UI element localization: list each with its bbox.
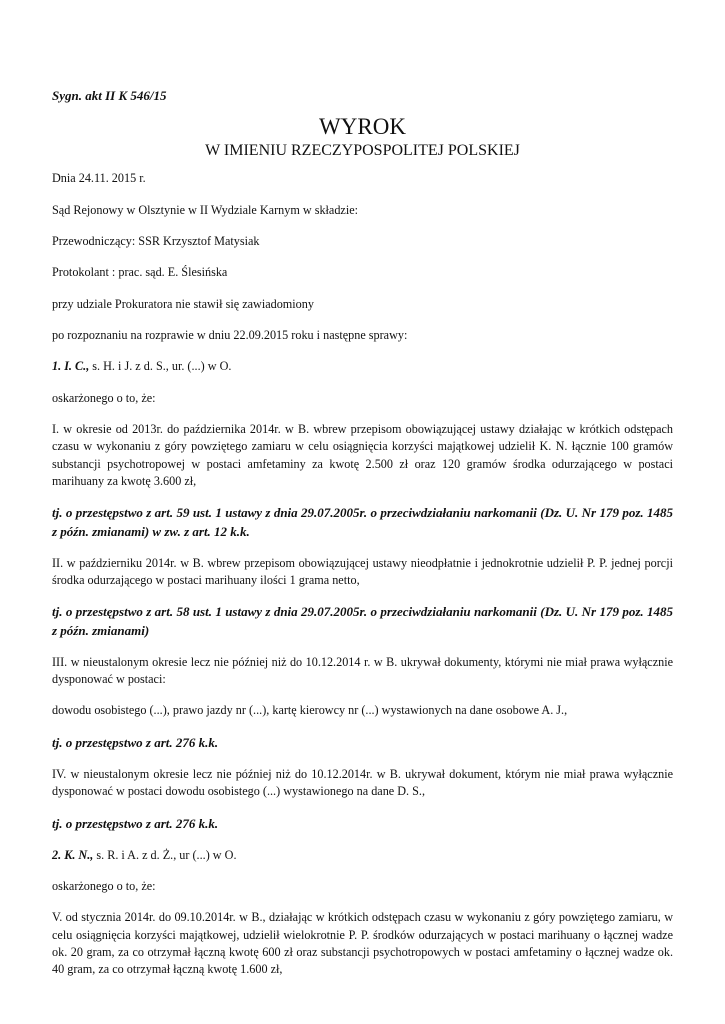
count-3-documents: dowodu osobistego (...), prawo jazdy nr (...), kartę kierowcy nr (...) wystawionych na dane osobowe A. J., [52,703,568,718]
document-title: WYROK [319,114,406,139]
count-4: IV. w nieustalonym okresie lecz nie później niż do 10.12.2014r. w B. ukrywał dokument, którym nie miał prawa wyłącznie dysponować w postaci dowodu osobistego (...) wystawionego na dane D. S., [52,766,673,799]
hearing-line: po rozpoznaniu na rozprawie w dniu 22.09.2015 roku i następne sprawy: [52,328,408,343]
defendant-1-name: 1. I. C., [52,359,90,374]
prosecutor-line: przy udziale Prokuratora nie stawił się zawiadomiony [52,296,314,311]
count-2: II. w październiku 2014r. w B. wbrew przepisom obowiązującej ustawy nieodpłatnie i jednokrotnie udzielił P. P. jednej porcji środka odurzającego w postaci marihuany ilości 1 grama netto, [52,555,673,588]
count-1: I. w okresie od 2013r. do października 2014r. w B. wbrew przepisom obowiązującej ustawy działając w krótkich odstępach czasu w wykonaniu z góry powziętego zamiaru w celu osiągnięcia korzyści majątkowej udzielił K. N. łącznie 100 gramów substancji psychotropowej w postaci amfetaminy za kwotę 2.500 zł oraz 120 gramów środka odurzającego w postaci marihuany za kwotę 3.600 zł, [52,422,673,489]
document-subtitle: W IMIENIU RZECZYPOSPOLITEJ POLSKIEJ [205,142,520,160]
charge-1: tj. o przestępstwo z art. 59 ust. 1 ustawy z dnia 29.07.2005r. o przeciwdziałaniu narkomanii (Dz. U. Nr 179 poz. 1485 z późn. zmianami) w zw. z art. 12 k.k. [52,505,673,539]
defendant-2 [52,847,673,864]
accused-line-2: oskarżonego o to, że: [52,879,156,894]
recorder-line: Protokolant : prac. sąd. E. Ślesińska [52,265,228,280]
chair-line: Przewodniczący: SSR Krzysztof Matysiak [52,234,260,249]
count-3: III. w nieustalonym okresie lecz nie później niż do 10.12.2014 r. w B. ukrywał dokumenty, którymi nie miał prawa wyłącznie dysponować w postaci: [52,654,673,687]
defendant-2-name: 2. K. N., [52,847,94,862]
charge-2: tj. o przestępstwo z art. 58 ust. 1 ustawy z dnia 29.07.2005r. o przeciwdziałaniu narkomanii (Dz. U. Nr 179 poz. 1485 z późn. zmianami) [52,604,673,638]
charge-3: tj. o przestępstwo z art. 276 k.k. [52,734,219,750]
defendant-2-details: s. R. i A. z d. Ż., ur (...) w O. [93,847,237,862]
accused-line-1: oskarżonego o to, że: [52,390,156,405]
charge-4: tj. o przestępstwo z art. 276 k.k. [52,815,219,831]
date-line: Dnia 24.11. 2015 r. [52,171,146,186]
count-5: V. od stycznia 2014r. do 09.10.2014r. w B., działając w krótkich odstępach czasu w wykonaniu z góry powziętego zamiaru, w celu osiągnięcia korzyści majątkowej, udzielił wielokrotnie P. P. środków odurzających w postaci marihuany o łącznej wadze ok. 20 gram, za co otrzymał łączną kwotę 600 zł oraz substancji psychotropowych w postaci amfetaminy o łącznej wadze ok. 40 gram, za co otrzymał łączną kwotę 1.600 zł, [52,910,673,977]
court-line: Sąd Rejonowy w Olsztynie w II Wydziale Karnym w składzie: [52,202,359,217]
defendant-1-details: s. H. i J. z d. S., ur. (...) w O. [89,359,232,374]
case-signature: Sygn. akt II K 546/15 [52,88,167,103]
defendant-1 [52,358,673,375]
